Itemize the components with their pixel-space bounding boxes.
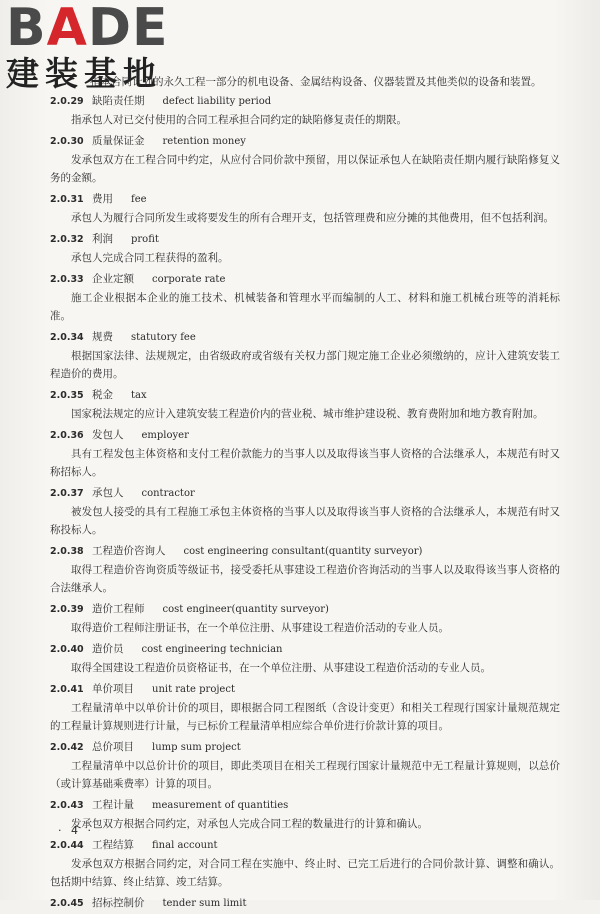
term-en: profit [131, 234, 159, 245]
term-heading [50, 795, 560, 815]
term-en: contractor [141, 488, 195, 499]
term-heading [50, 835, 560, 855]
term-cn: 利润 [92, 233, 113, 245]
term-num: 2.0.41 [50, 684, 84, 695]
term-cn: 工程造价咨询人 [92, 545, 166, 557]
term-num: 2.0.44 [50, 840, 84, 851]
term-cn: 总价项目 [92, 741, 134, 753]
term-en: tax [131, 390, 147, 401]
term-en: cost engineering technician [141, 644, 283, 655]
term-definition: 取得工程造价咨询资质等级证书，接受委托从事建设工程造价咨询活动的当事人以及取得该当事人资格的合法继承人。 [50, 564, 560, 594]
term-cn: 单价项目 [92, 683, 134, 695]
term-heading [50, 679, 560, 699]
logo-wordmark [6, 0, 176, 58]
term-en: fee [131, 194, 147, 205]
term-cn: 工程计量 [92, 799, 134, 811]
term-num: 2.0.43 [50, 800, 84, 811]
term-en: retention money [162, 136, 246, 147]
term-num: 2.0.32 [50, 234, 84, 245]
term-heading [50, 425, 560, 445]
term-heading [50, 229, 560, 249]
term-num: 2.0.30 [50, 136, 84, 147]
term-definition: 取得造价工程师注册证书，在一个单位注册、从事建设工程造价活动的专业人员。 [71, 622, 449, 634]
term-en: employer [141, 430, 189, 441]
term-en: cost engineer(quantity surveyor) [162, 604, 329, 615]
term-heading [50, 893, 560, 913]
term-definition: 取得全国建设工程造价员资格证书，在一个单位注册、从事建设工程造价活动的专业人员。 [71, 662, 491, 674]
term-definition: 国家税法规定的应计入建筑安装工程造价内的营业税、城市维护建设税、教育费附加和地方教育附加。 [71, 408, 544, 420]
intro-line: 指本合同计划的永久工程一部分的机电设备、金属结构设备、仪器装置及其他类似的设备和装置。 [90, 76, 542, 88]
term-cn: 承包人 [92, 487, 124, 499]
term-cn: 招标控制价 [92, 897, 145, 909]
term-num: 2.0.29 [50, 96, 84, 107]
term-heading [50, 131, 560, 151]
term-cn: 工程结算 [92, 839, 134, 851]
term-definition: 施工企业根据本企业的施工技术、机械装备和管理水平而编制的人工、材料和施工机械台班等的消耗标准。 [50, 292, 560, 322]
term-en: lump sum project [152, 742, 241, 753]
term-definition: 具有工程发包主体资格和支付工程价款能力的当事人以及取得该当事人资格的合法继承人，本规范有时又称招标人。 [50, 448, 560, 478]
term-definition: 发承包双方根据合同约定，对承包人完成合同工程的数量进行的计算和确认。 [71, 818, 428, 830]
term-en: measurement of quantities [152, 800, 289, 811]
term-en: tender sum limit [162, 898, 247, 909]
term-definition: 工程量清单中以总价计价的项目，即此类项目在相关工程现行国家计量规范中无工程量计算规则，以总价（或计算基础乘费率）计算的项目。 [50, 760, 560, 790]
term-num: 2.0.37 [50, 488, 84, 499]
term-heading [50, 269, 560, 289]
term-num: 2.0.39 [50, 604, 84, 615]
term-en: cost engineering consultant(quantity surveyor) [183, 546, 423, 557]
logo-letters-de: DE [87, 0, 169, 58]
term-cn: 发包人 [92, 429, 124, 441]
term-num: 2.0.31 [50, 194, 84, 205]
term-en: corporate rate [152, 274, 226, 285]
term-heading [50, 91, 560, 111]
term-cn: 缺陷责任期 [92, 95, 145, 107]
term-heading [50, 639, 560, 659]
term-heading [50, 541, 560, 561]
term-definition: 被发包人接受的具有工程施工承包主体资格的当事人以及取得该当事人资格的合法继承人，本规范有时又称投标人。 [50, 506, 560, 536]
term-cn: 税金 [92, 389, 113, 401]
term-cn: 质量保证金 [92, 135, 145, 147]
term-heading [50, 599, 560, 619]
term-heading [50, 737, 560, 757]
term-heading [50, 189, 560, 209]
logo-subtitle: 建装基地 [6, 54, 162, 93]
term-definition: 承包人为履行合同所发生或将要发生的所有合理开支，包括管理费和应分摊的其他费用，但不包括利润。 [71, 212, 554, 224]
term-definition: 根据国家法律、法规规定，由省级政府或省级有关权力部门规定施工企业必须缴纳的，应计入建筑安装工程造价的费用。 [50, 350, 560, 380]
term-heading [50, 483, 560, 503]
logo-letter-a: A [46, 0, 88, 58]
term-en: statutory fee [131, 332, 196, 343]
term-cn: 费用 [92, 193, 113, 205]
term-num: 2.0.42 [50, 742, 84, 753]
term-num: 2.0.34 [50, 332, 84, 343]
term-num: 2.0.33 [50, 274, 84, 285]
document-body [50, 73, 560, 913]
term-en: final account [152, 840, 218, 851]
term-list [50, 91, 560, 913]
term-en: unit rate project [152, 684, 235, 695]
term-num: 2.0.35 [50, 390, 84, 401]
page-number: · 4 · [58, 824, 94, 837]
term-en: defect liability period [162, 96, 272, 107]
term-heading [50, 385, 560, 405]
term-cn: 企业定额 [92, 273, 134, 285]
logo-letter-b: B [6, 0, 47, 58]
term-definition: 工程量清单中以单价计价的项目，即根据合同工程图纸（含设计变更）和相关工程现行国家计量规范规定的工程量计算规则进行计量，与已标价工程量清单相应综合单价进行价款计算的项目。 [50, 702, 560, 732]
term-cn: 规费 [92, 331, 113, 343]
term-num: 2.0.45 [50, 898, 84, 909]
term-definition: 指承包人对已交付使用的合同工程承担合同约定的缺陷修复责任的期限。 [71, 114, 407, 126]
term-cn: 造价工程师 [92, 603, 145, 615]
term-definition: 承包人完成合同工程获得的盈利。 [71, 252, 229, 264]
term-num: 2.0.36 [50, 430, 84, 441]
term-num: 2.0.40 [50, 644, 84, 655]
term-cn: 造价员 [92, 643, 124, 655]
term-heading [50, 327, 560, 347]
term-definition: 发承包双方根据合同约定，对合同工程在实施中、终止时、已完工后进行的合同价款计算、调整和确认。包括期中结算、终止结算、竣工结算。 [50, 858, 560, 888]
term-definition: 发承包双方在工程合同中约定，从应付合同价款中预留，用以保证承包人在缺陷责任期内履行缺陷修复义务的金额。 [50, 154, 560, 184]
term-num: 2.0.38 [50, 546, 84, 557]
